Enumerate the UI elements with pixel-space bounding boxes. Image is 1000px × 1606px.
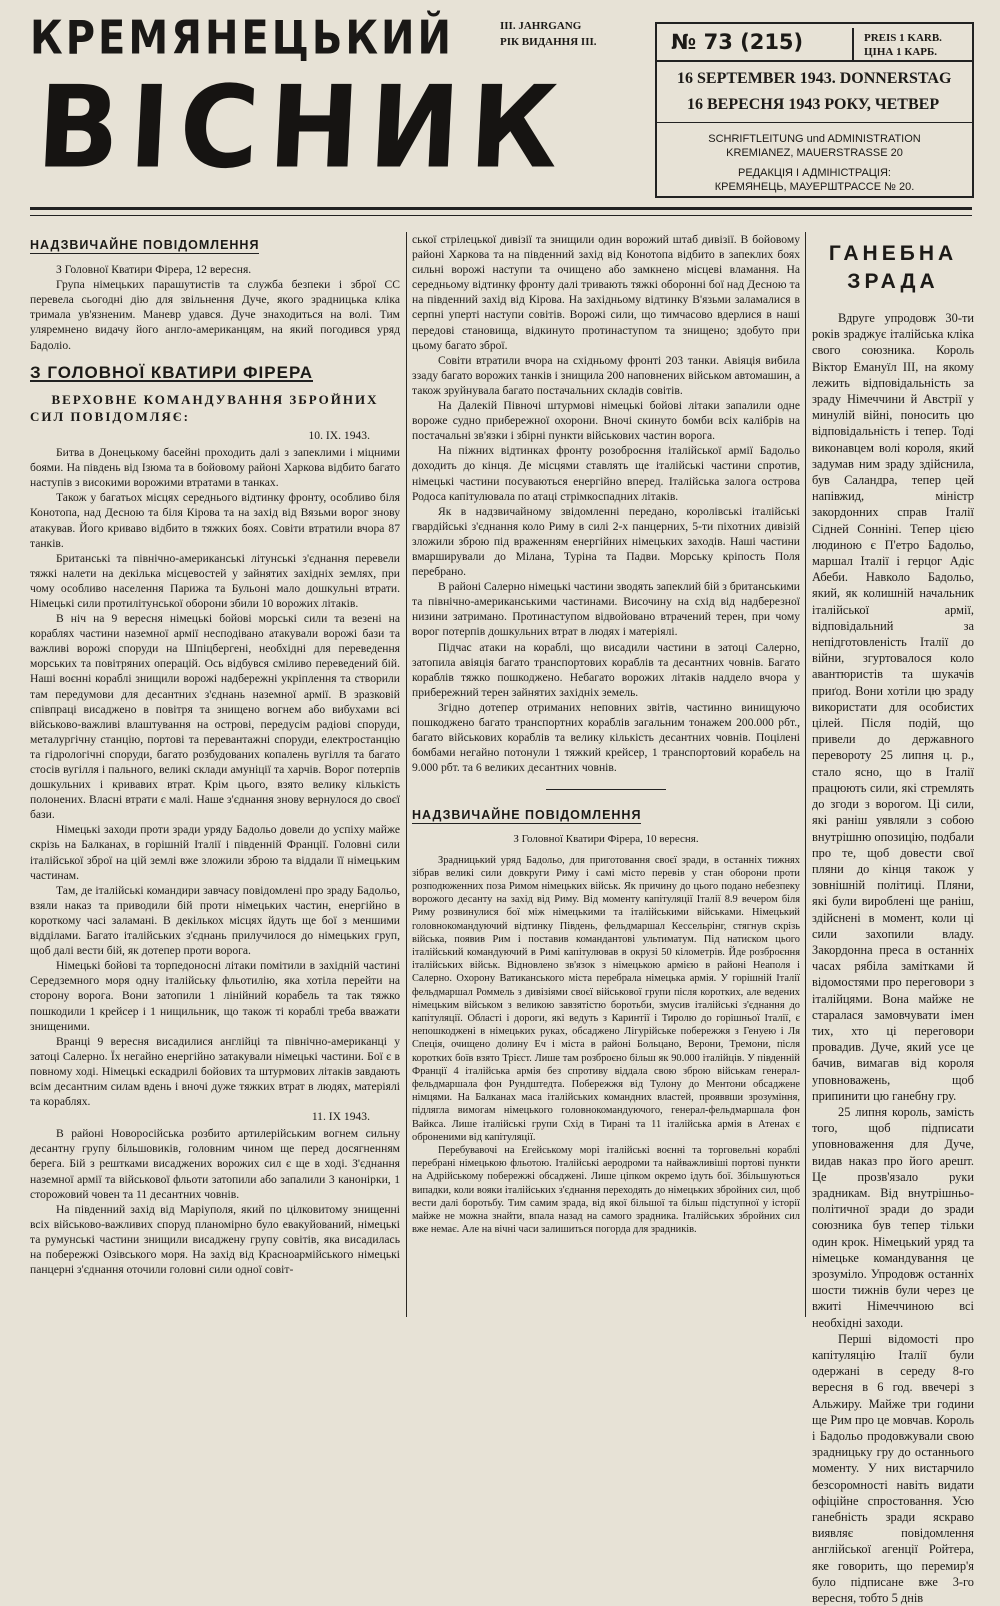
article-paragraph: В районі Новоросійська розбито артилерійським вогнем сильну десантну групу більшовиків, головним чином ще перед досягненням берега. Бій з рештками висаджених ворожих сил є ще в ході. З'єднання наземної армії та військової фльоти затопили або запалили 3 канонірки, 1 сторожовий човен та 11 десантних човнів. (30, 1127, 400, 1201)
article-paragraph: Перебувавочі на Егейському морі італійські воєнні та торговельні кораблі перебрані німецькою фльотою. Італійські аеродроми та найважливіші портові пункти на Адрійському побережжі обсаджені. Лише ціпком окремо ідуть бої. Збільшуються випадки, коли вояки італійських з'єднання переходять до німецьких збройних сил, щоб вести далі боротьбу. Тим самим зрада, від якої більшої та більш підступної у історії майже не можна знайти, впала назад на самого зрадника. Італійських збройних сил вже немає. Але на вічні часи залишиться погорда для зрадників. (412, 1145, 800, 1236)
article-paragraph: Там, де італійські командири завчасу повідомлені про зраду Бадольо, взяли наказ та приводили бій проти німецьких частин, енергійно в короткому часі заламані. В декількох місцях йдуть ще бої з меншими відділами. Багато італійських з'єднань прилучилося до німецьких груп, щоб далі вести бій, як дотепер проти ворога. (30, 883, 400, 958)
volume-year-ua: РІК ВИДАННЯ III. (500, 36, 597, 48)
article-heading: З ГОЛОВНОЇ КВАТИРИ ФІРЕРА (30, 362, 314, 382)
report-date: 11. IX 1943. (311, 1110, 370, 1124)
article-paragraph: В районі Салерно німецькі частини зводять запеклий бій з британськими та північно-американськими частинами. Височину на схід від надберезної низини затримано. Протинаступом відвойовано втрачений терен, при чому ворог потерпів дошкульних втрат в людях і матеріялі. (412, 580, 800, 639)
price-ua: ЦІНА 1 КАРБ. (864, 46, 937, 58)
article-paragraph: На південний захід від Маріуполя, який по цілковитому знищенні всіх військово-важливих споруд планомірно було евакуйований, німецькі та румунські частини знищили висаджену групу совітів, яка висадилась на побережжі Озівського моря. На захід від Красноармійського німецькі панцерні з'єднання оточили головні сили одної совіт- (30, 1202, 400, 1277)
article-paragraph: Німецькі бойові та торпедоносні літаки помітили в західній частині Середземного моря одну італійську фльотилію, яка хотіла перейти на сторону ворога. Вони затопили 1 лінійний корабель та так тяжко пошкодили 1 крейсер і 1 нищильник, що також ті кораблі треба вважати знищеними. (30, 959, 400, 1033)
article-subheading: ВЕРХОВНЕ КОМАНДУВАННЯ ЗБРОЙНИХ (51, 391, 379, 407)
editorial-title (812, 240, 974, 296)
editorial-title-line2: ЗРАДА (847, 270, 939, 293)
article-paragraph: Зрадницький уряд Бадольо, для приготовання своєї зради, в останніх тижнях зібрав великі сили довкруги Риму і самі місто перевів у стан оборони проти розподюженних поза Римом німецьких військ. Як причину до цього подано небезпеку ворожого десанту на захід від Риму. Від моменту капітуляції Італії 8.9 вечером біля Риму розвинулися бої між німецькими та італійськими військами. Німецький головнокомандуючий відтинку Південь, фельдмаршал Кессельрінг, стягнув скрізь війська, появив Рим і поставив командантові ультиматум. Під натиском цього італійський командуючий в Римі капітулював в окрузі 50 кілометрів. Йде розброєння італійських військ. Відновлено зв'язок з німецькою армією в районі Неаполя і Салерно. Охорону Ватиканського міста перебрала німецька армія. У горішній Італії фельдмаршал Роммель з дивізіями своєї військової групи після коротких, але ведених німецьким військом з великою завзятістю боротьби, змусив італійські з'єднання до капітуляції. Області і дороги, які ведуть з Каринтії і Тиролю до горішньої Італії, є непошкоджені в німецьких руках, обсаджено Лігурійське побережжя з Генуею і Ля Спеція, очищено долину Еч і міста в районі Больцано, Верони, Тремони, після коротких боїв взято Трієст. Лише там розброєно більш як 90.000 італійців. У південній Франції 4 італійська армія без спротиву віддала свою зброю військам генерал-фельдмаршала фон Рундштедта. Побережжя від Тулону до Ментони обсаджене німцями. На Балканах маса італійських командних властей, прояввши зрозуміння, підлягла вимогам німецького головнокомандуючого, генерал-фельдмаршала фон Вайкса. Лише італійські групи Схід в Тирані та 11 італійська армія в Атенах є оброненими від капітуляції. (412, 854, 800, 1143)
article-paragraph: Група німецьких парашутистів та служба безпеки і зброї СС перевела сьогодні дію для звільнення Дуче, якого зрадницька кліка тримала ув'язненим. Маневр удався. Дуче знаходиться на волі. Тим уляремнено видачу його англо-американцям, на який погодився уряд Бадоліо. (30, 278, 400, 352)
article-paragraph: 25 липня король, замість того, щоб підписати уповноваження для Дуче, видав наказ про його арешт. Це прозв'язало руки зрадникам. Від внутрішньо-політичної зради до зради союзника був тепер тільки один крок. Німецький уряд та німецьке командування це зрозуміло. Упродовж останніх шости тижнів були через це вжиті Німеччиною всі необхідні заходи. (812, 1104, 974, 1330)
article-paragraph: На Далекій Півночі штурмові німецькі бойові літаки запалили одне вороже судно прибережної охорони. Вночі скинуто бомби всіх калібрів на постачальні зв'язки і збірні пункти військових частин ворога. (412, 399, 800, 443)
address-de-line1: SCHRIFTLEITUNG und ADMINISTRATION (708, 133, 921, 145)
article-dateline: З Головної Кватири Фірера, 10 вересня. (513, 833, 699, 846)
newspaper-title-line2: ВІСНИК (33, 62, 572, 194)
column-left (30, 232, 400, 1322)
editorial-title-line1: ГАНЕБНА (828, 242, 958, 265)
volume-year-de: III. JAHRGANG (500, 20, 582, 32)
article-paragraph: Вдруге упродовж 30-ти років зраджує італійська кліка свого союзника. Король Віктор Емануїл III, на якому лежить відповідальність за зраду Німеччини й Австрії у минулій війні, поносить цю відповідальність і тепер. Тоді виконавцем волі короля, який задумав ним зраду здійснила, був Саландра, тепер цей напівжид, міністр закордонних справ Італії Сідней Сонніні. Тепер цією людиною є П'етро Бадольо, маршал Італії і герцог Адіс Абеби. Навколо Бадольо, який, як колишній начальник італійської армії, відповідальний за непідготовленість Італії до війни, згуртовалося коло авантюристів та шукачів приґод. Вони хотіли цю зраду використати для особистих цілей. Після подій, що привели до державного перевороту 25 липня ц. р., стало ясно, що в Італії працюють сили, які стремлять до згоди з ворогом. Ці сили, які раніш уявляли з собою внутрішню опозицію, подбали про те, щоб довести свої пляни до кінця також у зовнішній політиці. Пляни, які були вироблені ще раніш, здійснені в момент, коли ці сили захопили владу. Закордонна преса в останніх часах рябіла замітками й відомостями про переговори з італійцями. Вона майже не старалася замовчувати імен тих, хто ці переговори провадив. Дуче, який усе це бачив, вимагав від короля уповноважень, щоб припинити цю ганебну гру. (812, 311, 974, 1103)
report-date: 10. IX. 1943. (308, 428, 370, 442)
article-paragraph: Вранці 9 вересня висадилися англійці та північно-американці у затоці Салерно. Їх негайно енергійно затакували німецькі частини. Бої є в повному ході. Німецькі ескадрилі бойових та штурмових літаків завдають всім десантним силам вдень і вночі дуже тяжких втрат в людях, матеріялі та кораблях. (30, 1034, 400, 1109)
issue-info-box (655, 22, 974, 198)
column-middle (412, 232, 800, 1322)
article-paragraph: Згідно дотепер отриманих неповних звітів, частинно винищуючо пошкоджено багато транспортних кораблів загальним тонажем 200.000 рбт., багато військових кораблів та велику кількість десантних човнів. Поцілені бомбами негайно потонули 1 тяжкий крейсер, 1 транспортовий корабель на 9.000 рбт. та 6 великих десантних човнів. (412, 700, 800, 775)
masthead-rule (30, 207, 972, 216)
article-paragraph: Британські та північно-американські літунські з'єднання перевели тяжкі налети на декілька місцевостей у зайнятих західніх землях, при чому особливо населення Парижа та Бульоні мало дошкульні втрати. Німецькі сили протилітунської оборони збили 10 ворожих літаків. (30, 551, 400, 610)
price-de: PREIS 1 KARB. (864, 32, 942, 44)
issue-number: № 73 (215) (671, 30, 804, 54)
article-paragraph: В ніч на 9 вересня німецькі бойові морські сили та везені на кораблях частини наземної армії несподівано атакували ворожі бази та важливі ворожі споруди на Шпіцбергені, необхідні для переведення морських та повітряних операцій. Ось відбувся сміливо переведений бій. Наші воєнні кораблі знищили ворожі надбережні укріплення та створили там передумови для десантних з'єднань наземної армії. В зразковій співпраці висаджено в повітря та знищено вогнем або вибухами всі військово-важливі влаштування на островi, передусім радіові споруди, металургічну станцію, портові та перевантажні споруди, електростанцію та гідрологічні споруди, багато розбудованих копалень вугілля та багато стосів вугілля і пального, великі склади амуніції та харчів. Ворог потерпів дошкульних і кривавих втрат. Крім цього, взято велику кількість полонених. Власні втрати є малі. Наше з'єднання знову вернулося до своєї бази. (30, 612, 400, 822)
article-heading: НАДЗВИЧАЙНЕ ПОВІДОМЛЕННЯ (30, 238, 259, 254)
article-paragraph: Перші відомості про капітуляцію Італії були одержані в середу 8-го вересня в 6 год. ввечері з Альжиру. Майже три години ще Рим про це мовчав. Король і Бадольо продовжували свою зрадницьку гру до останнього моменту. У них вистарчило безсоромності навіть видати офіційне спростовання. Усю ганебність зради яскраво виявляє повідомлення англійської агенції Ройтера, яке говорить, що перемир'я було підписане вже 3-го вересня, тобто 5 днів (812, 1331, 974, 1606)
article-subheading: СИЛ ПОВІДОМЛЯЄ: (30, 408, 190, 424)
issue-date-de: 16 SEPTEMBER 1943. DONNERSTAG (677, 70, 952, 87)
article-dateline: З Головної Кватири Фірера, 12 вересня. (56, 263, 252, 277)
article-heading: НАДЗВИЧАЙНЕ ПОВІДОМЛЕННЯ (412, 808, 641, 824)
column-right (812, 232, 974, 1606)
article-paragraph: Битва в Донецькому басейні проходить далі з запеклими і міцними боями. На південь від Ізюма та в бойовому районі Харкова відбито багато наступів з високими ворожими втратами в танках. (30, 446, 400, 490)
newspaper-title-line1: КРЕМЯНЕЦЬКИЙ (30, 12, 454, 65)
address-ua-line1: РЕДАКЦІЯ І АДМІНІСТРАЦІЯ: (738, 167, 891, 179)
divider (657, 60, 972, 62)
article-paragraph: Підчас атаки на кораблі, що висадили частини в затоці Салерно, затопила авіяція багато транспортових кораблів та десантних човнів. Багато кораблів тяжко пошкоджено. Небагато ворожих літаків наддело вчора у прибережний терен зайнятих західніх земель. (412, 640, 800, 699)
editorial-address (657, 132, 972, 194)
article-paragraph: Також у багатьох місцях середнього відтинку фронту, особливо біля Конотопа, над Десною та біля Кірова та на захід від Вязьми ворог знову атакував. Його кривавo відбито в тяжких боях. Совіти втратили вчора 87 танків. (30, 491, 400, 550)
issue-date-ua: 16 ВЕРЕСНЯ 1943 РОКУ, ЧЕТВЕР (687, 96, 940, 113)
column-divider (805, 232, 806, 1317)
article-paragraph: На піжних відтинках фронту розоброєння італійської армії Бадольо доходить до кінця. Де місцями ставлять ще італійські частини спротив, німецькі частини посуваються енергійно вперед. Італійська залога острова Родоса капітулювала по атаці стрімкоспадних літаків. (412, 444, 800, 503)
article-paragraph: ської стрілецької дивізії та знищили один ворожий штаб дивізії. В бойовому районі Харкова та на південний захід від Конотопа відбито в запеклих боях сильні ворожі наступи та очищено або замкнено місцеві вламання. На середньому відтинку фронту далі тривають тяжкі оборонні бої над Десною та на південний захід від Кірова. На західньому відтинку В'язьми заламалися в серпні уперті наступи совітів. Ворожі сили, що тимчасово вдерлися в наші передові становища, відкинуто протинаступом та знищено; здобуто при цьому багато зброї. (412, 233, 800, 352)
address-de-line2: KREMIANEZ, MAUERSTRASSE 20 (726, 147, 903, 159)
divider (546, 789, 666, 790)
divider (657, 122, 972, 123)
article-paragraph: Німецькі заходи проти зради уряду Бадольо довели до успіху майже скрізь на Балканах, в горішній Італії і південній Франції. Головні сили італійської зброї на цій землі вже зложили зброю та віддали її німецьким частинам. (30, 823, 400, 882)
article-paragraph: Совіти втратили вчора на східньому фронті 203 танки. Авіяція вибила ззаду багато ворожих танків і знищила 200 наповнених військом автомашин, а також зруйнувала багато постачальних складів совітів. (412, 353, 800, 397)
article-paragraph: Як в надзвичайному звідомленні передано, королівські італійські гвардійські з'єднання коло Риму в силі 2-х панцерних, 5-ти піхотних дивізій зложили зброю під враженням енергійних німецьких заходів. Наші частини вмарширували до Мілана, Туріна та Падви. Морську кріпость Поля перебрано. (412, 504, 800, 579)
price-box (852, 28, 970, 60)
address-ua-line2: КРЕМЯНЕЦЬ, МАУЕРШТРАССЕ № 20. (714, 181, 915, 193)
column-divider (406, 232, 407, 1317)
volume-year (500, 18, 597, 50)
